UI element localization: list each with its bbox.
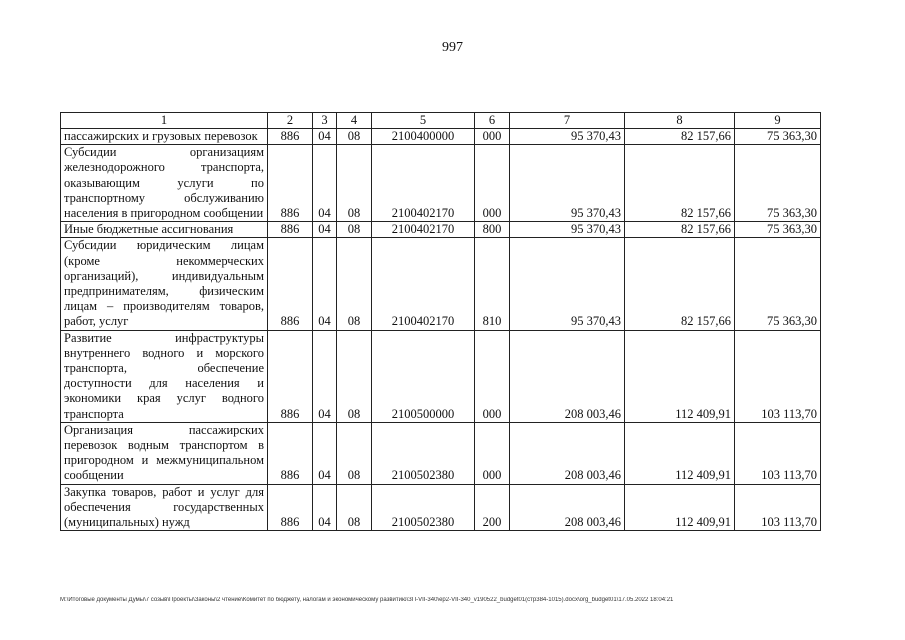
expense-type-cell: 810 <box>475 238 510 330</box>
amount-col8-cell: 112 409,91 <box>625 422 735 484</box>
admin-code-cell: 886 <box>268 129 313 145</box>
amount-col8-cell: 112 409,91 <box>625 330 735 422</box>
expense-type-cell: 000 <box>475 422 510 484</box>
header-cell: 2 <box>268 113 313 129</box>
header-cell: 5 <box>372 113 475 129</box>
row-name: пассажирских и грузовых перевозок <box>61 129 268 145</box>
table-row <box>61 145 821 222</box>
footer-file-path: M:\Итоговые документы Думы\7 созыв\Проекты\Законы\2 чтение\Комитет по бюджету, налогам и экономическому развитию\ЗП-VII-340\ер2-VII-340_v190522_budget01(стр384-1015).docx\org_budget01\17.05.2022 18:04:21 <box>60 597 674 603</box>
table-row <box>61 330 821 422</box>
admin-code-cell: 886 <box>268 238 313 330</box>
header-cell: 7 <box>510 113 625 129</box>
row-name: Субсидии организациям железнодорожного транспорта, оказывающим услуги по транспортному обслуживанию населения в пригородном сообщении <box>61 145 268 222</box>
section-cell: 04 <box>313 222 337 238</box>
budget-table <box>60 112 821 531</box>
target-article-cell: 2100500000 <box>372 330 475 422</box>
target-article-cell: 2100402170 <box>372 238 475 330</box>
amount-col9-cell: 75 363,30 <box>735 145 821 222</box>
amount-col7-cell: 208 003,46 <box>510 484 625 531</box>
section-cell: 04 <box>313 129 337 145</box>
admin-code-cell: 886 <box>268 330 313 422</box>
row-name: Организация пассажирских перевозок водным транспортом в пригородном и межмуниципальном сообщении <box>61 422 268 484</box>
amount-col8-cell: 112 409,91 <box>625 484 735 531</box>
section-cell: 04 <box>313 238 337 330</box>
amount-col9-cell: 75 363,30 <box>735 238 821 330</box>
table-row <box>61 422 821 484</box>
amount-col8-cell: 82 157,66 <box>625 129 735 145</box>
subsection-cell: 08 <box>337 238 372 330</box>
target-article-cell: 2100402170 <box>372 145 475 222</box>
amount-col8-cell: 82 157,66 <box>625 145 735 222</box>
expense-type-cell: 800 <box>475 222 510 238</box>
header-row <box>61 113 821 129</box>
amount-col7-cell: 95 370,43 <box>510 238 625 330</box>
header-cell: 6 <box>475 113 510 129</box>
row-name: Закупка товаров, работ и услуг для обеспечения государственных (муниципальных) нужд <box>61 484 268 531</box>
subsection-cell: 08 <box>337 422 372 484</box>
section-cell: 04 <box>313 422 337 484</box>
subsection-cell: 08 <box>337 484 372 531</box>
row-name: Субсидии юридическим лицам (кроме некоммерческих организаций), индивидуальным предпринимателям, физическим лицам – производителям товаров, работ, услуг <box>61 238 268 330</box>
expense-type-cell: 000 <box>475 145 510 222</box>
amount-col7-cell: 208 003,46 <box>510 422 625 484</box>
admin-code-cell: 886 <box>268 145 313 222</box>
table-row <box>61 238 821 330</box>
section-cell: 04 <box>313 484 337 531</box>
section-cell: 04 <box>313 330 337 422</box>
section-cell: 04 <box>313 145 337 222</box>
expense-type-cell: 200 <box>475 484 510 531</box>
amount-col9-cell: 75 363,30 <box>735 222 821 238</box>
admin-code-cell: 886 <box>268 484 313 531</box>
header-cell: 8 <box>625 113 735 129</box>
table-row <box>61 484 821 531</box>
subsection-cell: 08 <box>337 222 372 238</box>
amount-col9-cell: 75 363,30 <box>735 129 821 145</box>
header-cell: 3 <box>313 113 337 129</box>
subsection-cell: 08 <box>337 330 372 422</box>
row-name: Иные бюджетные ассигнования <box>61 222 268 238</box>
amount-col7-cell: 208 003,46 <box>510 330 625 422</box>
row-name: Развитие инфраструктуры внутреннего водного и морского транспорта, обеспечение доступности для населения и экономики края услуг водного транспорта <box>61 330 268 422</box>
expense-type-cell: 000 <box>475 330 510 422</box>
amount-col9-cell: 103 113,70 <box>735 422 821 484</box>
header-cell: 4 <box>337 113 372 129</box>
admin-code-cell: 886 <box>268 222 313 238</box>
table-row <box>61 222 821 238</box>
admin-code-cell: 886 <box>268 422 313 484</box>
amount-col7-cell: 95 370,43 <box>510 222 625 238</box>
table-row <box>61 129 821 145</box>
amount-col8-cell: 82 157,66 <box>625 238 735 330</box>
header-cell: 9 <box>735 113 821 129</box>
header-cell: 1 <box>61 113 268 129</box>
target-article-cell: 2100502380 <box>372 422 475 484</box>
subsection-cell: 08 <box>337 129 372 145</box>
amount-col7-cell: 95 370,43 <box>510 145 625 222</box>
amount-col8-cell: 82 157,66 <box>625 222 735 238</box>
page-number: 997 <box>442 40 463 55</box>
subsection-cell: 08 <box>337 145 372 222</box>
amount-col9-cell: 103 113,70 <box>735 330 821 422</box>
target-article-cell: 2100502380 <box>372 484 475 531</box>
target-article-cell: 2100402170 <box>372 222 475 238</box>
target-article-cell: 2100400000 <box>372 129 475 145</box>
amount-col9-cell: 103 113,70 <box>735 484 821 531</box>
expense-type-cell: 000 <box>475 129 510 145</box>
amount-col7-cell: 95 370,43 <box>510 129 625 145</box>
